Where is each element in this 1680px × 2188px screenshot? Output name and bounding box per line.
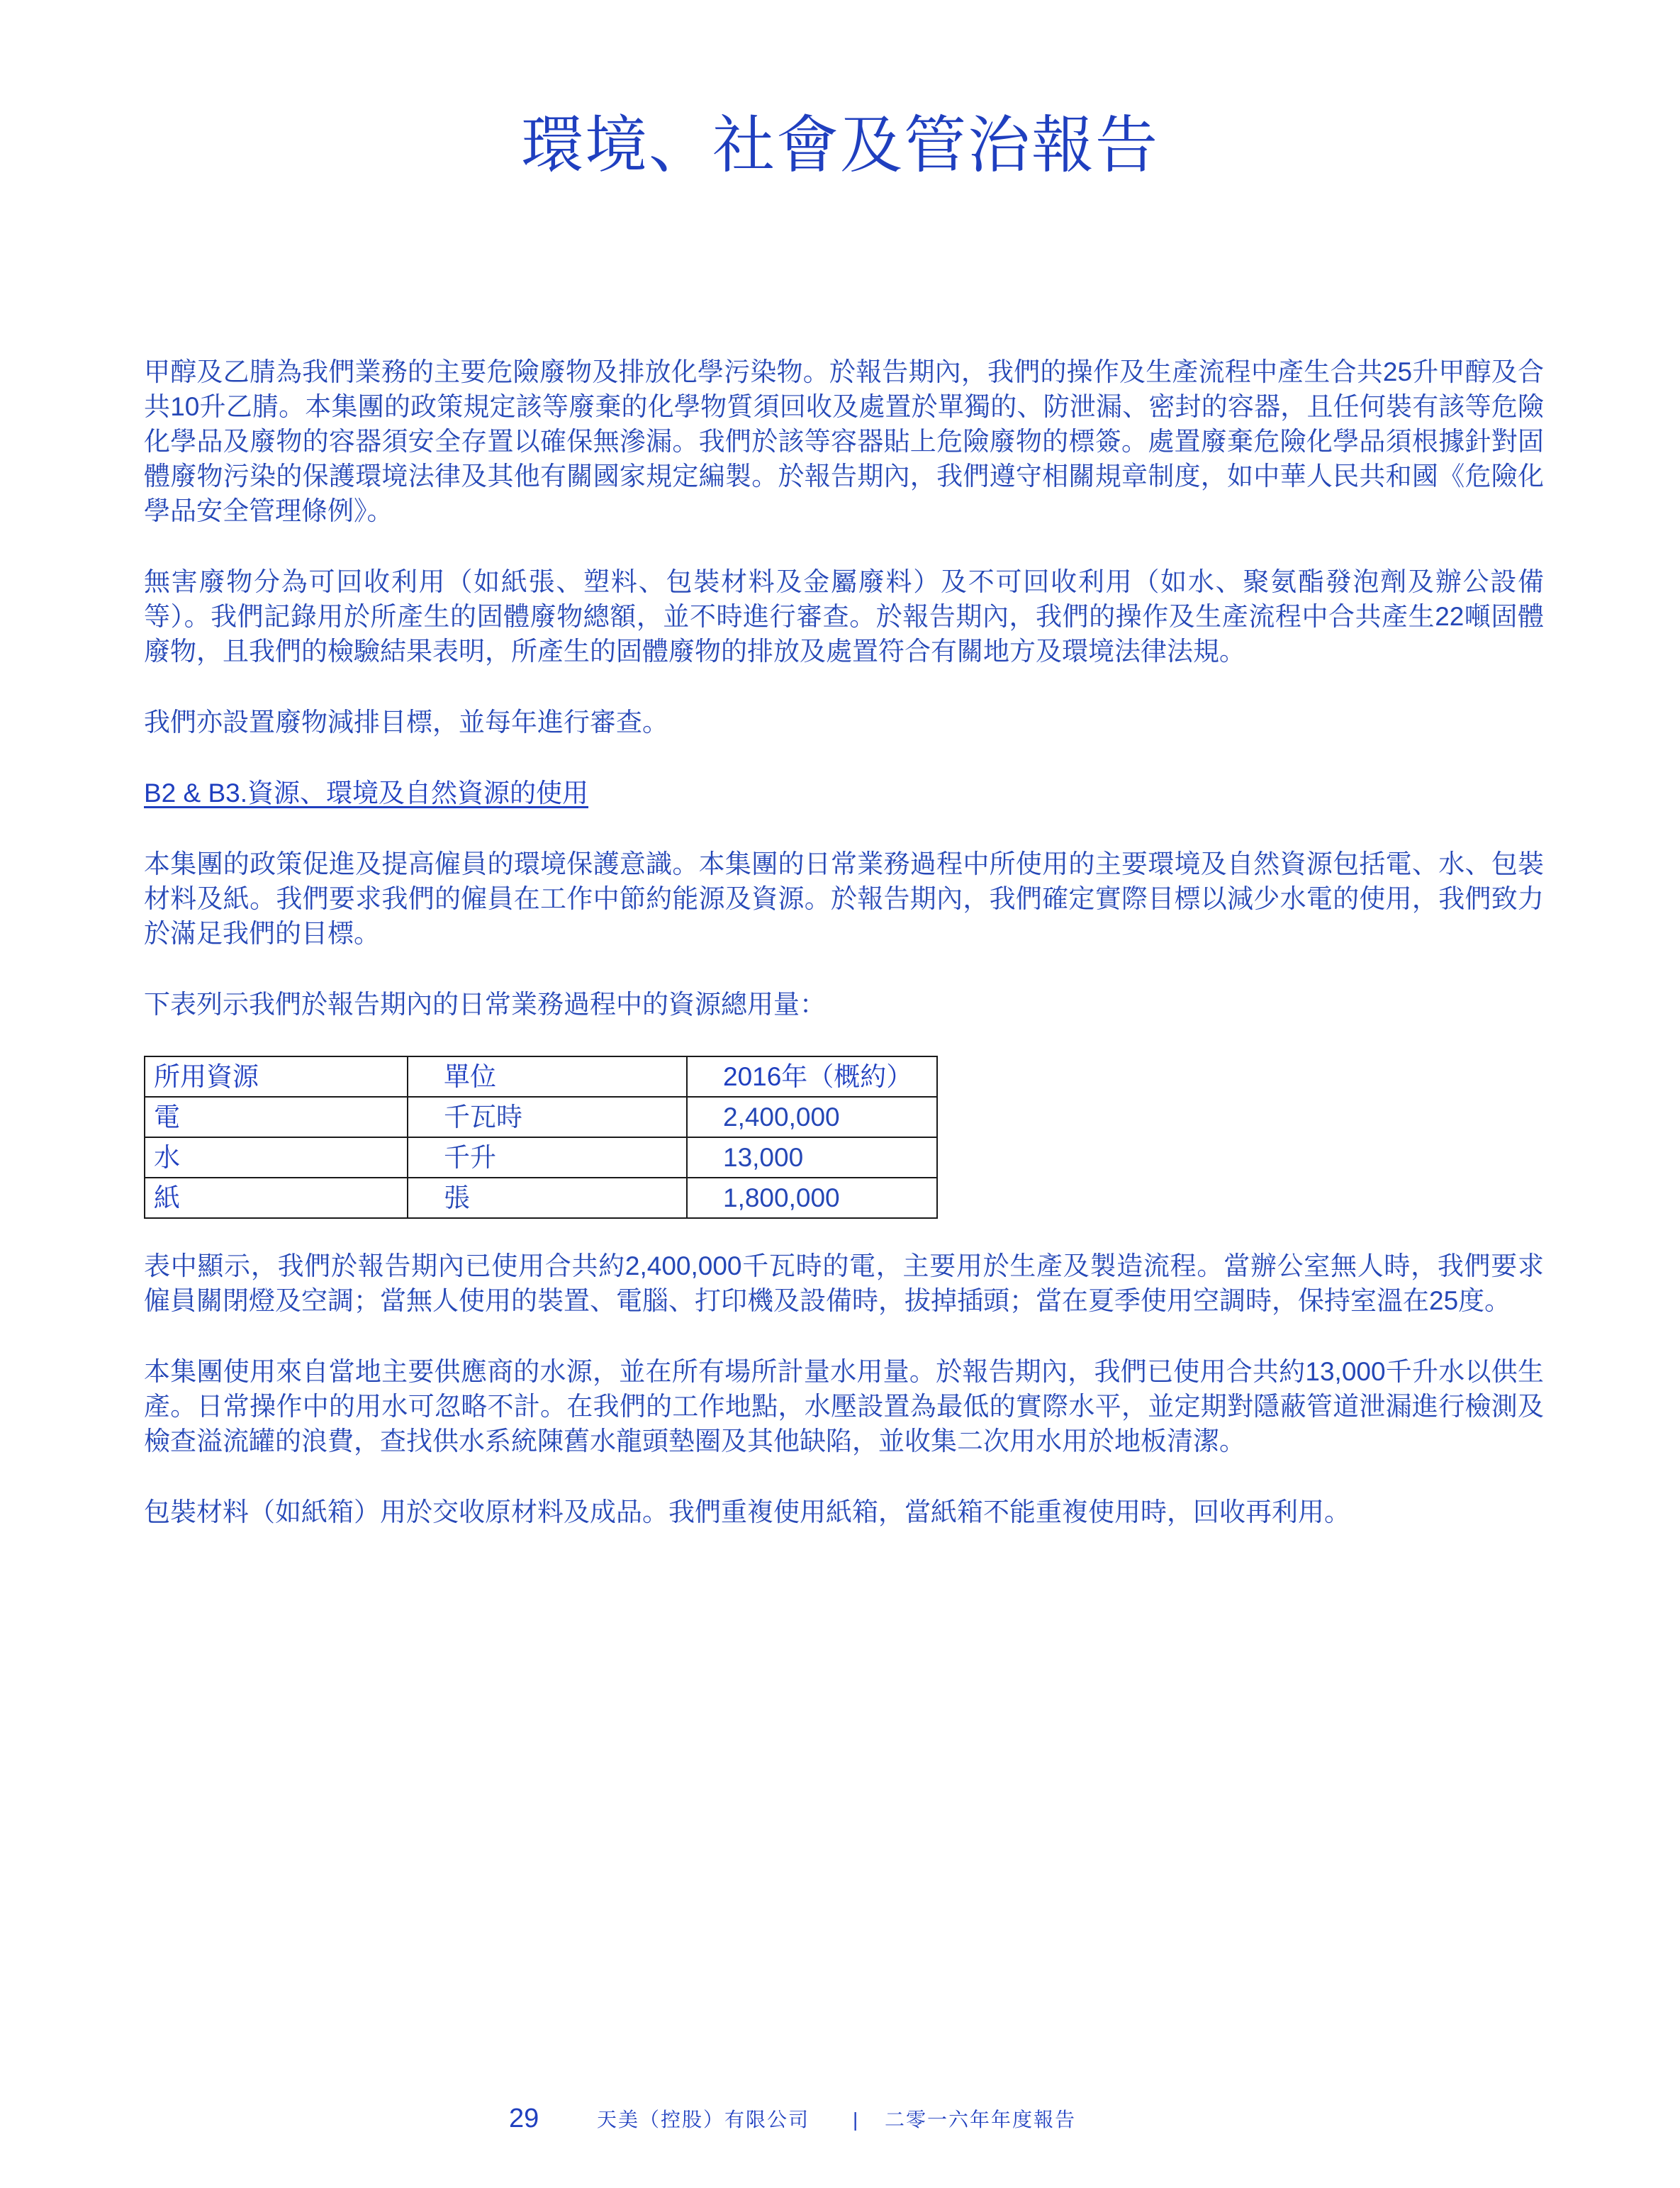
page-number: 29: [509, 2104, 539, 2133]
footer-report-name: 二零一六年年度報告: [885, 2109, 1077, 2131]
paragraph-waste-target: 我們亦設置廢物減排目標，並每年進行審查。: [144, 708, 668, 737]
table-cell-unit: 千升: [408, 1137, 687, 1178]
table-header-resource: 所用資源: [145, 1056, 408, 1097]
table-cell-amount: 13,000: [687, 1137, 937, 1178]
resource-usage-table: [144, 1056, 938, 1219]
table-cell-amount: 1,800,000: [687, 1178, 937, 1218]
table-cell-unit: 張: [408, 1178, 687, 1218]
footer-company-name: 天美（控股）有限公司: [597, 2109, 810, 2131]
paragraph-resource-policy: 本集團的政策促進及提高僱員的環境保護意識。本集團的日常業務過程中所使用的主要環境及自然資源包括電、水、包裝材料及紙。我們要求我們的僱員在工作中節約能源及資源。於報告期內，我們確定實際目標以減少水電的使用，我們致力於滿足我們的目標。: [144, 849, 1544, 948]
table-cell-amount: 2,400,000: [687, 1097, 937, 1137]
table-cell-resource: 電: [145, 1097, 408, 1137]
paragraph-table-intro: 下表列示我們於報告期內的日常業務過程中的資源總用量：: [144, 990, 826, 1019]
table-header-amount: 2016年（概約）: [687, 1056, 937, 1097]
page-title: 環境、社會及管治報告: [520, 108, 1159, 182]
footer-separator: |: [853, 2109, 858, 2131]
section-heading-b2-b3: B2 & B3.資源、環境及自然資源的使用: [144, 778, 589, 808]
paragraph-water: 本集團使用來自當地主要供應商的水源，並在所有場所計量水用量。於報告期內，我們已使用合共約13,000千升水以供生產。日常操作中的用水可忽略不計。在我們的工作地點，水壓設置為最低的實際水平，並定期對隱蔽管道泄漏進行檢測及檢查溢流罐的浪費，查找供水系統陳舊水龍頭墊圈及其他缺陷，並收集二次用水用於地板清潔。: [144, 1357, 1544, 1456]
table-row: [145, 1178, 937, 1218]
table-cell-resource: 水: [145, 1137, 408, 1178]
table-header-unit: 單位: [408, 1056, 687, 1097]
paragraph-non-hazardous-waste: 無害廢物分為可回收利用（如紙張、塑料、包裝材料及金屬廢料）及不可回收利用（如水、聚氨酯發泡劑及辦公設備等）。我們記錄用於所產生的固體廢物總額，並不時進行審查。於報告期內，我們的操作及生產流程中合共產生22噸固體廢物，且我們的檢驗結果表明，所產生的固體廢物的排放及處置符合有關地方及環境法律法規。: [144, 567, 1544, 666]
page-footer: [0, 2099, 1680, 2141]
table-cell-unit: 千瓦時: [408, 1097, 687, 1137]
table-row: [145, 1097, 937, 1137]
table-cell-resource: 紙: [145, 1178, 408, 1218]
paragraph-packaging: 包裝材料（如紙箱）用於交收原材料及成品。我們重複使用紙箱，當紙箱不能重複使用時，回收再利用。: [144, 1497, 1350, 1526]
table-row: [145, 1137, 937, 1178]
paragraph-electricity: 表中顯示，我們於報告期內已使用合共約2,400,000千瓦時的電，主要用於生產及製造流程。當辦公室無人時，我們要求僱員關閉燈及空調；當無人使用的裝置、電腦、打印機及設備時，拔掉插頭；當在夏季使用空調時，保持室溫在25度。: [144, 1251, 1544, 1315]
report-body: [144, 355, 1544, 1529]
table-header-row: [145, 1056, 937, 1097]
paragraph-hazardous-waste: 甲醇及乙腈為我們業務的主要危險廢物及排放化學污染物。於報告期內，我們的操作及生產流程中產生合共25升甲醇及合共10升乙腈。本集團的政策規定該等廢棄的化學物質須回收及處置於單獨的、防泄漏、密封的容器，且任何裝有該等危險化學品及廢物的容器須安全存置以確保無滲漏。我們於該等容器貼上危險廢物的標簽。處置廢棄危險化學品須根據針對固體廢物污染的保護環境法律及其他有關國家規定編製。於報告期內，我們遵守相關規章制度，如中華人民共和國《危險化學品安全管理條例》。: [144, 357, 1544, 525]
